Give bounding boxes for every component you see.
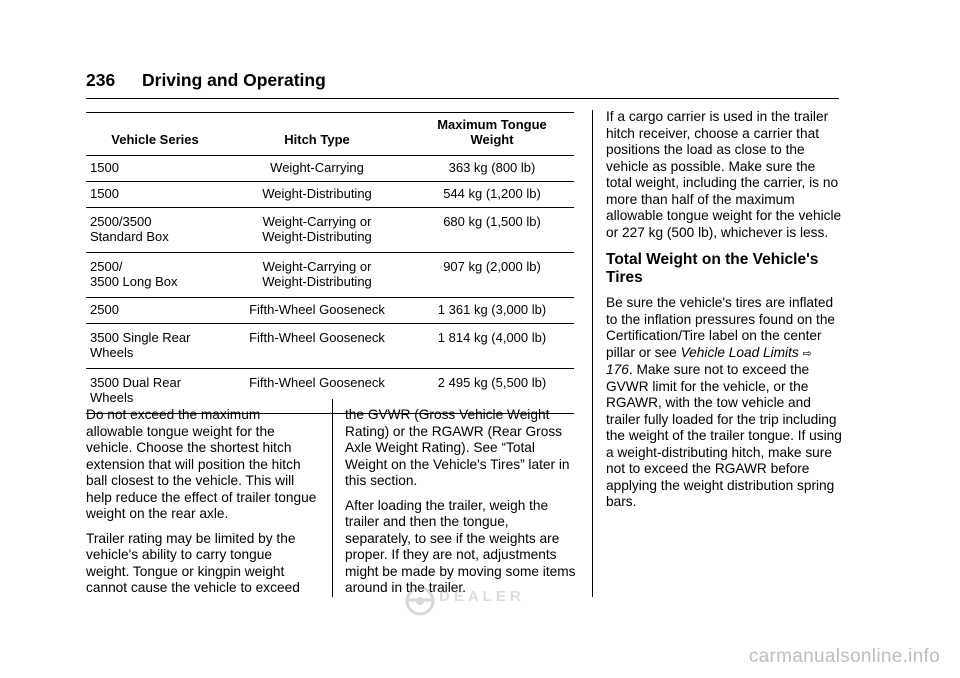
table-row	[86, 156, 574, 182]
text-column-3	[606, 109, 842, 519]
paragraph: After loading the trailer, weigh the trailer and then the tongue, separately, to see if the weights are proper. If they are not, adjustments might be made by moving some items around in the trailer.	[345, 497, 576, 595]
table-cell: 544 kg (1,200 lb)	[410, 182, 574, 208]
table-cell: Fifth-Wheel Gooseneck	[224, 324, 410, 369]
site-watermark: carmanualsonline.info	[748, 646, 940, 667]
table-header-row	[86, 113, 574, 156]
table-cell: Weight-Distributing	[224, 182, 410, 208]
paragraph	[606, 295, 842, 511]
text-run: Be sure the vehicle's tires are inflated to the inflation pressures found on the Certification/Tire label on the center pillar or see	[606, 295, 836, 360]
text-column-1	[86, 407, 318, 605]
table-row	[86, 324, 574, 369]
column-header: Hitch Type	[224, 113, 410, 156]
table-cell: Fifth-Wheel Gooseneck	[224, 369, 410, 414]
table-row	[86, 253, 574, 298]
table-cell: Weight-Carrying or Weight-Distributing	[224, 253, 410, 298]
table-row	[86, 298, 574, 324]
cross-reference-link[interactable]: Vehicle Load Limits	[680, 344, 799, 360]
table-row	[86, 182, 574, 208]
table-cell: 363 kg (800 lb)	[410, 156, 574, 182]
page-reference-icon: ⇨	[802, 347, 812, 360]
column-divider	[332, 399, 333, 597]
table-cell: Weight-Carrying	[224, 156, 410, 182]
paragraph: the GVWR (Gross Vehicle Weight Rating) or the RGAWR (Rear Gross Axle Weight Rating). See “Total Weight on the Vehicle's Tires” later in this section.	[345, 407, 570, 488]
dealer-watermark-logo	[405, 586, 545, 620]
table-cell: 3500 Single Rear Wheels	[86, 324, 224, 369]
table-cell: 680 kg (1,500 lb)	[410, 208, 574, 253]
table-cell: 2 495 kg (5,500 lb)	[410, 369, 574, 414]
column-header: Maximum Tongue Weight	[410, 113, 574, 156]
table-cell: Fifth-Wheel Gooseneck	[224, 298, 410, 324]
header-rule	[86, 98, 839, 99]
paragraph: Trailer rating may be limited by the vehicle's ability to carry tongue weight. Tongue or kingpin weight cannot cause the vehicle to exceed	[86, 530, 300, 595]
page-number: 236	[86, 70, 116, 90]
tongue-weight-table	[86, 112, 574, 414]
table-cell: 2500	[86, 298, 224, 324]
steering-wheel-icon	[405, 586, 435, 616]
text-run: . Make sure not to exceed the GVWR limit for the vehicle, or the RGAWR, with the tow vehicle and trailer fully loaded for the trip including the weight of the trailer tongue. If using a weight-distributing hitch, make sure not to exceed the RGAWR before applying the weight distribution spring bars.	[606, 362, 842, 509]
paragraph: Do not exceed the maximum allowable tongue weight for the vehicle. Choose the shortest hitch extension that will position the hitch ball closest to the vehicle. This will help reduce the effect of trailer tongue weight on the rear axle.	[86, 407, 317, 521]
column-divider	[592, 110, 593, 597]
column-header: Vehicle Series	[86, 113, 224, 156]
page-header	[86, 70, 326, 91]
table-cell: 1500	[86, 156, 224, 182]
table-cell: 3500 Dual Rear Wheels	[86, 369, 224, 414]
table-cell: 2500/ 3500 Long Box	[86, 253, 224, 298]
table-cell: 907 kg (2,000 lb)	[410, 253, 574, 298]
paragraph: If a cargo carrier is used in the trailer hitch receiver, choose a carrier that positions the load as close to the vehicle as possible. Make sure the total weight, including the carrier, is no more than half of the maximum allowable tongue weight for the vehicle or 227 kg (500 lb), whichever is less.	[606, 109, 842, 240]
page-reference[interactable]: 176	[606, 362, 629, 377]
table-cell: 2500/3500 Standard Box	[86, 208, 224, 253]
logo-text: DEALER	[439, 588, 525, 605]
table-cell: 1 814 kg (4,000 lb)	[410, 324, 574, 369]
table-cell: 1500	[86, 182, 224, 208]
section-subheading: Total Weight on the Vehicle's Tires	[606, 251, 819, 286]
table-row	[86, 208, 574, 253]
text-column-2	[345, 407, 577, 605]
section-title: Driving and Operating	[142, 70, 326, 90]
table-cell: Weight-Carrying or Weight-Distributing	[224, 208, 410, 253]
table-cell: 1 361 kg (3,000 lb)	[410, 298, 574, 324]
